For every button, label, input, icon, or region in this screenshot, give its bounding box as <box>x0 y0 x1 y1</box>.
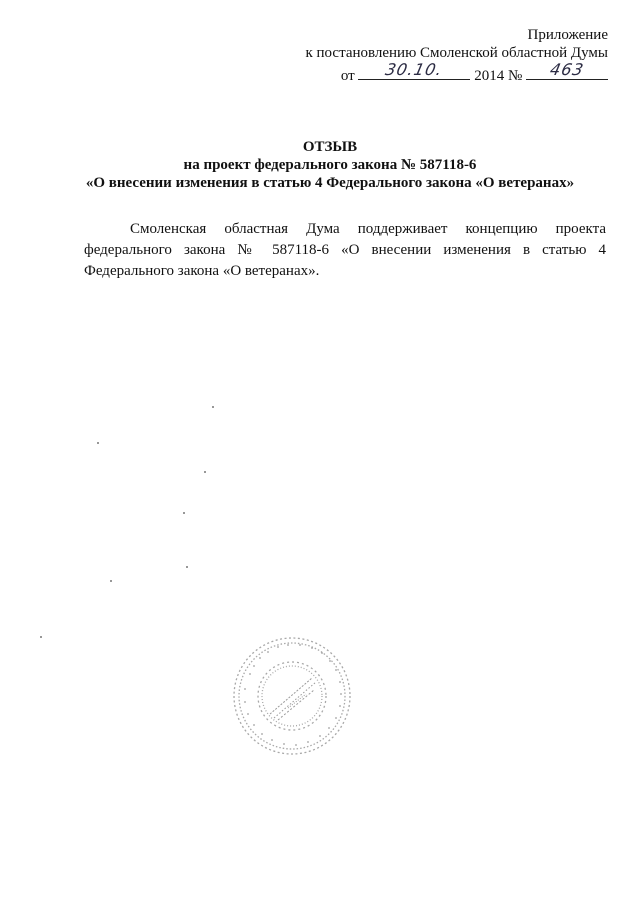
scan-speck <box>204 471 206 473</box>
document-heading: ОТЗЫВ <box>302 139 358 155</box>
year-number-label: 2014 № <box>474 68 523 84</box>
scan-speck <box>183 512 185 514</box>
stamp-graphic <box>230 634 354 758</box>
annex-header <box>248 26 608 85</box>
scan-speck <box>212 406 214 408</box>
handwritten-date: 30.10. <box>384 60 446 79</box>
annex-label: Приложение <box>527 27 608 43</box>
scan-speck <box>97 442 99 444</box>
number-field <box>526 62 608 80</box>
document-subtitle: на проект федерального закона № 587118-6 <box>183 157 477 173</box>
annex-resolution-ref: к постановлению Смоленской областной Думы <box>305 45 608 61</box>
document-title-block <box>60 138 600 192</box>
scan-speck <box>110 580 112 582</box>
round-stamp <box>230 634 354 758</box>
law-name: «О внесении изменения в статью 4 Федерального закона «О ветеранах» <box>85 175 575 191</box>
date-field <box>358 62 470 80</box>
from-label: от <box>340 68 355 84</box>
scan-speck <box>186 566 188 568</box>
annex-date-row <box>248 62 608 85</box>
scan-speck <box>40 636 42 638</box>
body-paragraph: Смоленская областная Дума поддерживает концепцию проекта федерального закона № 587118-6 «О внесении изменения в статью 4 Федерального закона «О ветеранах». <box>84 221 606 279</box>
handwritten-number: 463 <box>548 60 586 79</box>
